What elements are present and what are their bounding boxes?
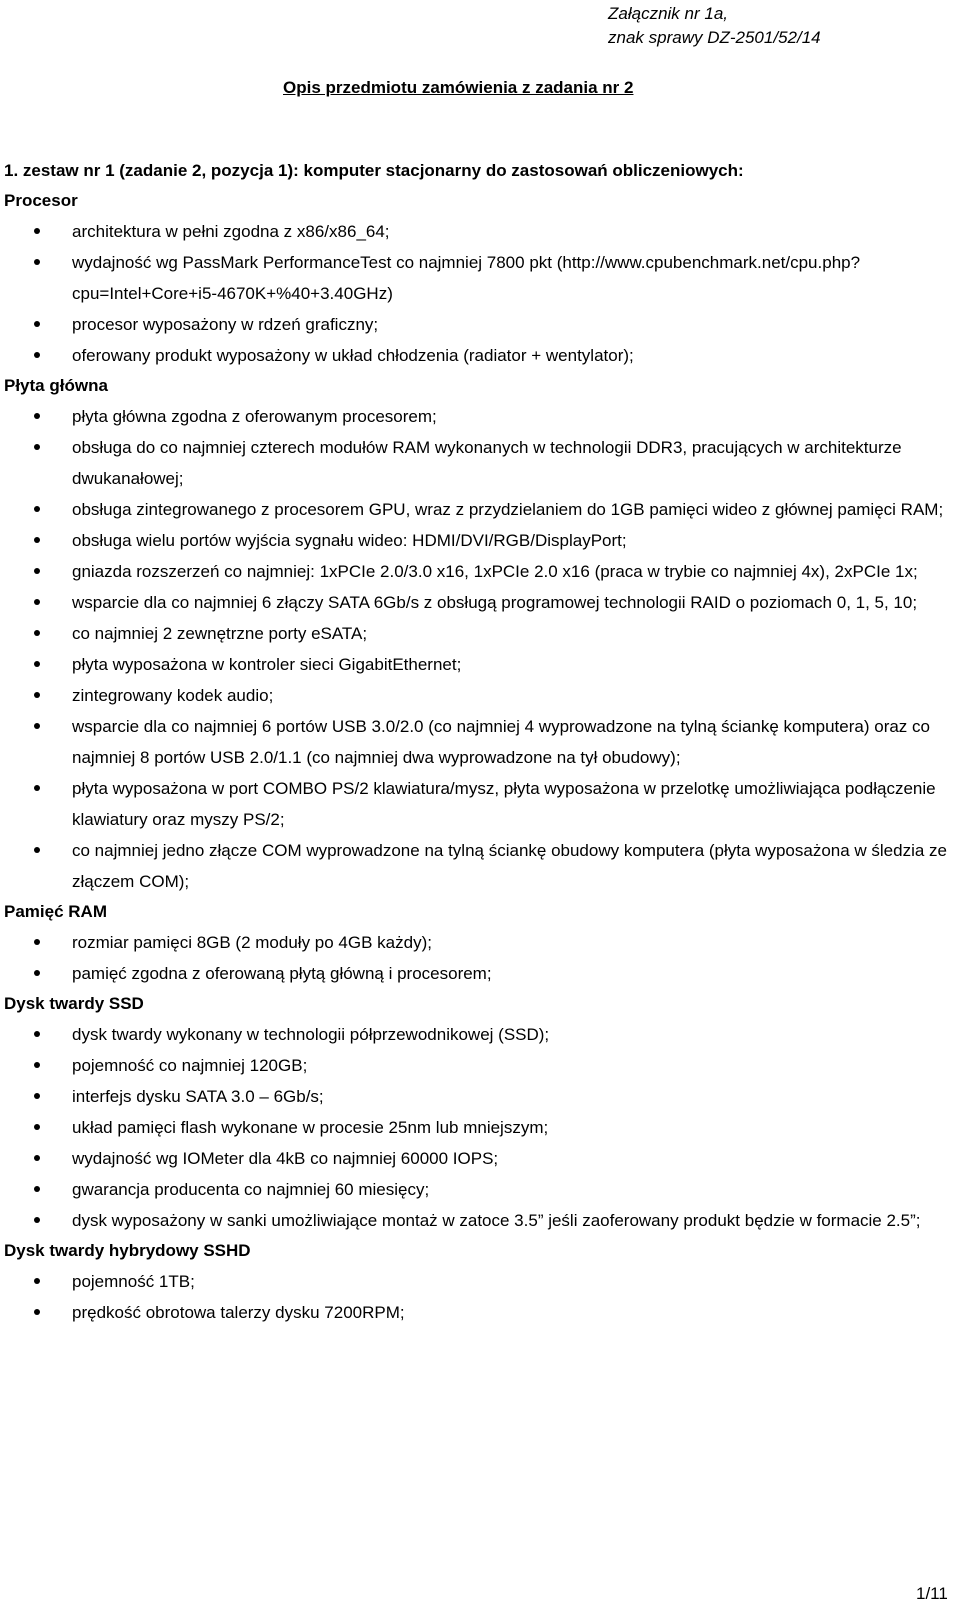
list-item: wydajność wg PassMark PerformanceTest co najmniej 7800 pkt (http://www.cpubenchmark.net/cpu.php?cpu=Intel+Core+i5-4670K+%40+3.40GHz)	[4, 247, 954, 309]
list-item: wsparcie dla co najmniej 6 złączy SATA 6Gb/s z obsługą programowej technologii RAID o poziomach 0, 1, 5, 10;	[4, 587, 954, 618]
section-heading: Pamięć RAM	[4, 902, 107, 921]
list-item: prędkość obrotowa talerzy dysku 7200RPM;	[4, 1297, 954, 1328]
section-list	[4, 1266, 954, 1328]
list-item: architektura w pełni zgodna z x86/x86_64;	[4, 216, 954, 247]
list-item: obsługa wielu portów wyjścia sygnału wideo: HDMI/DVI/RGB/DisplayPort;	[4, 525, 954, 556]
list-item: układ pamięci flash wykonane w procesie 25nm lub mniejszym;	[4, 1112, 954, 1143]
list-item: gwarancja producenta co najmniej 60 miesięcy;	[4, 1174, 954, 1205]
section-list	[4, 216, 954, 371]
section-list	[4, 401, 954, 897]
list-item: rozmiar pamięci 8GB (2 moduły po 4GB każdy);	[4, 927, 954, 958]
list-item: pamięć zgodna z oferowaną płytą główną i procesorem;	[4, 958, 954, 989]
page-number: 1/11	[916, 1584, 948, 1603]
list-item: pojemność 1TB;	[4, 1266, 954, 1297]
list-item: wydajność wg IOMeter dla 4kB co najmniej 60000 IOPS;	[4, 1143, 954, 1174]
section-list	[4, 1019, 954, 1236]
section-heading: Dysk twardy hybrydowy SSHD	[4, 1241, 251, 1260]
list-item: dysk wyposażony w sanki umożliwiające montaż w zatoce 3.5” jeśli zaoferowany produkt będzie w formacie 2.5”;	[4, 1205, 954, 1236]
section-list	[4, 927, 954, 989]
document-title: Opis przedmiotu zamówienia z zadania nr 2	[283, 78, 634, 97]
list-item: płyta wyposażona w port COMBO PS/2 klawiatura/mysz, płyta wyposażona w przelotkę umożliwiająca podłączenie klawiatury oraz myszy PS/2;	[4, 773, 954, 835]
case-number: znak sprawy DZ-2501/52/14	[608, 28, 821, 47]
list-item: oferowany produkt wyposażony w układ chłodzenia (radiator + wentylator);	[4, 340, 954, 371]
list-item: płyta główna zgodna z oferowanym procesorem;	[4, 401, 954, 432]
list-item: co najmniej jedno złącze COM wyprowadzone na tylną ściankę obudowy komputera (płyta wyposażona w śledzia ze złączem COM);	[4, 835, 954, 897]
list-item: pojemność co najmniej 120GB;	[4, 1050, 954, 1081]
set-title: 1. zestaw nr 1 (zadanie 2, pozycja 1): komputer stacjonarny do zastosowań obliczeniowych:	[4, 161, 744, 180]
section-heading: Procesor	[4, 191, 78, 210]
list-item: zintegrowany kodek audio;	[4, 680, 954, 711]
list-item: płyta wyposażona w kontroler sieci GigabitEthernet;	[4, 649, 954, 680]
list-item: interfejs dysku SATA 3.0 – 6Gb/s;	[4, 1081, 954, 1112]
list-item: wsparcie dla co najmniej 6 portów USB 3.0/2.0 (co najmniej 4 wyprowadzone na tylną ściankę komputera) oraz co najmniej 8 portów USB 2.0/1.1 (co najmniej dwa wyprowadzone na tył obudowy);	[4, 711, 954, 773]
list-item: procesor wyposażony w rdzeń graficzny;	[4, 309, 954, 340]
list-item: obsługa zintegrowanego z procesorem GPU, wraz z przydzielaniem do 1GB pamięci wideo z głównej pamięci RAM;	[4, 494, 954, 525]
document-body	[4, 156, 954, 1328]
section-heading: Płyta główna	[4, 376, 108, 395]
list-item: obsługa do co najmniej czterech modułów RAM wykonanych w technologii DDR3, pracujących w architekturze dwukanałowej;	[4, 432, 954, 494]
attachment-label: Załącznik nr 1a,	[608, 4, 728, 23]
section-heading: Dysk twardy SSD	[4, 994, 144, 1013]
sections-container	[4, 186, 954, 1328]
document-header	[608, 2, 821, 50]
list-item: dysk twardy wykonany w technologii półprzewodnikowej (SSD);	[4, 1019, 954, 1050]
list-item: gniazda rozszerzeń co najmniej: 1xPCIe 2.0/3.0 x16, 1xPCIe 2.0 x16 (praca w trybie co najmniej 4x), 2xPCIe 1x;	[4, 556, 954, 587]
list-item: co najmniej 2 zewnętrzne porty eSATA;	[4, 618, 954, 649]
